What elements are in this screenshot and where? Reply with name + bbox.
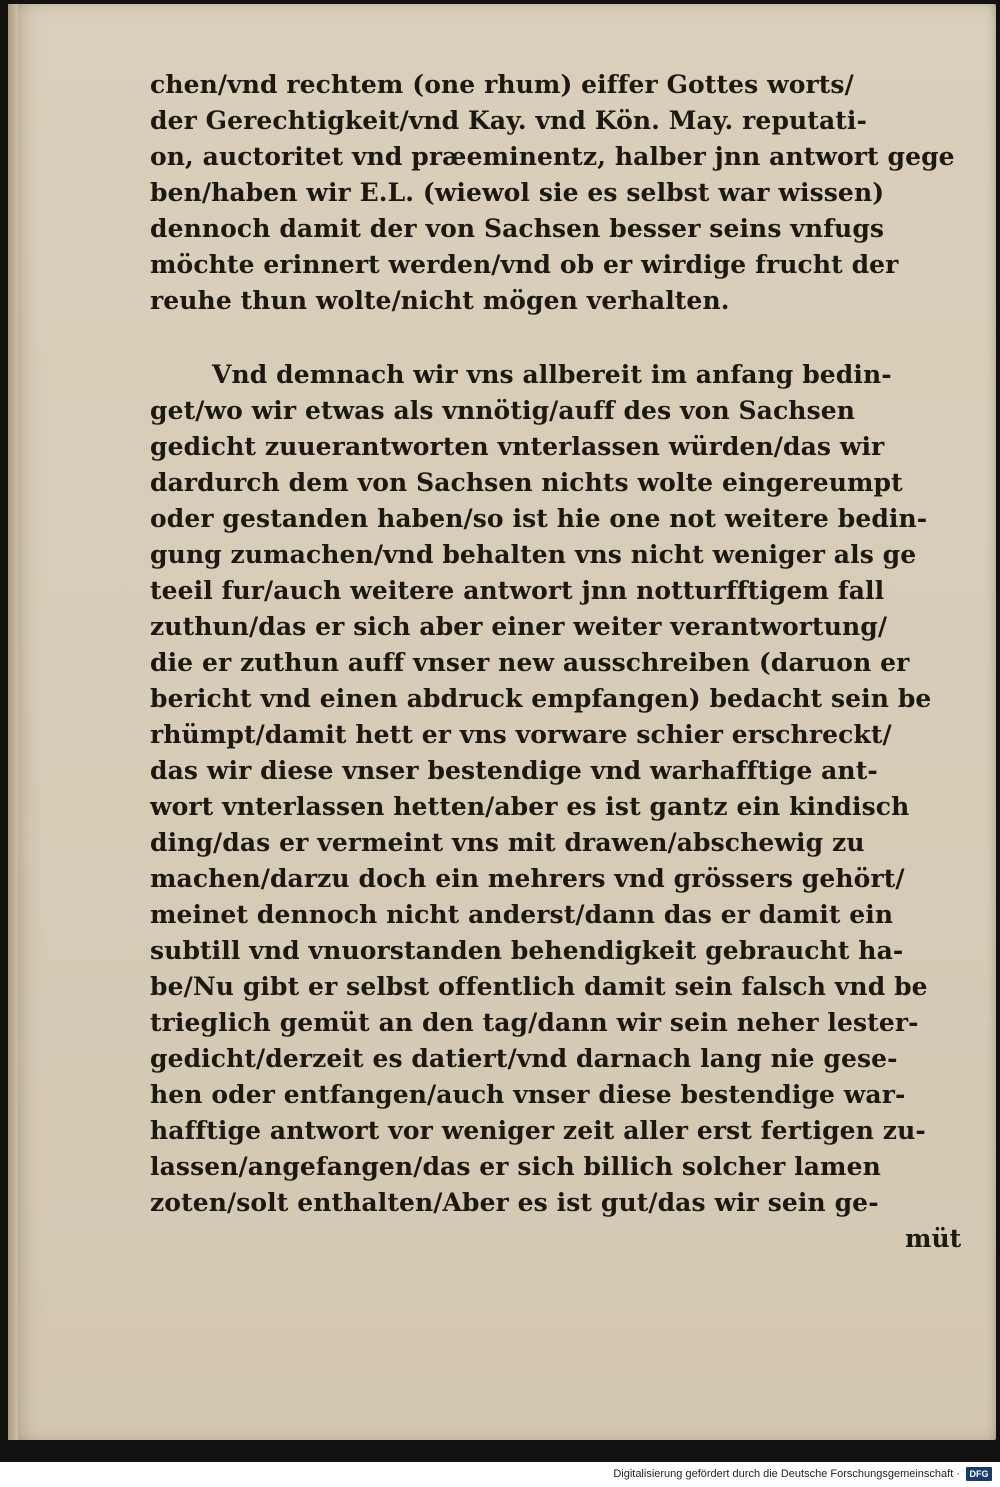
text-line-9: get/wo wir etwas als vnnötig/auff des von Sachsen xyxy=(150,396,856,425)
text-line-13: gung zumachen/vnd behalten vns nicht weniger als ge xyxy=(150,540,917,569)
catchword: müt xyxy=(905,1224,962,1253)
footer-bar xyxy=(0,1462,1000,1487)
text-line-12: oder gestanden haben/so ist hie one not weitere bedin- xyxy=(150,504,928,533)
text-line-2: der Gerechtigkeit/vnd Kay. vnd Kön. May. reputati- xyxy=(150,106,867,135)
text-line-1: chen/vnd rechtem (one rhum) eiffer Gottes worts/ xyxy=(150,70,854,99)
page-gutter xyxy=(8,4,18,1440)
text-line-29: hafftige antwort vor weniger zeit aller erst fertigen zu- xyxy=(150,1116,926,1145)
text-line-25: be/Nu gibt er selbst offentlich damit sein falsch vnd be xyxy=(150,972,928,1001)
text-line-6: möchte erinnert werden/vnd ob er wirdige frucht der xyxy=(150,250,899,279)
text-line-18: rhümpt/damit hett er vns vorware schier erschreckt/ xyxy=(150,720,892,749)
text-line-14: teeil fur/auch weitere antwort jnn notturfftigem fall xyxy=(150,576,885,605)
text-line-28: hen oder entfangen/auch vnser diese bestendige war- xyxy=(150,1080,906,1109)
text-line-26: trieglich gemüt an den tag/dann wir sein neher lester- xyxy=(150,1008,919,1037)
text-line-31: zoten/solt enthalten/Aber es ist gut/das wir sein ge- xyxy=(150,1188,879,1217)
text-line-21: ding/das er vermeint vns mit drawen/abschewig zu xyxy=(150,828,865,857)
text-line-24: subtill vnd vnuorstanden behendigkeit gebraucht ha- xyxy=(150,936,904,965)
text-line-16: die er zuthun auff vnser new ausschreiben (daruon er xyxy=(150,648,910,677)
text-line-19: das wir diese vnser bestendige vnd warhafftige ant- xyxy=(150,756,878,785)
text-line-20: wort vnterlassen hetten/aber es ist gantz ein kindisch xyxy=(150,792,910,821)
text-line-3: on, auctoritet vnd præeminentz, halber jnn antwort gege xyxy=(150,142,955,171)
text-line-17: bericht vnd einen abdruck empfangen) bedacht sein be xyxy=(150,684,932,713)
paragraph-start-line: Vnd demnach wir vns allbereit im anfang bedin- xyxy=(212,360,892,389)
text-line-27: gedicht/derzeit es datiert/vnd darnach lang nie gese- xyxy=(150,1044,898,1073)
text-line-4: ben/haben wir E.L. (wiewol sie es selbst war wissen) xyxy=(150,178,885,207)
text-line-30: lassen/angefangen/das er sich billich solcher lamen xyxy=(150,1152,881,1181)
text-line-11: dardurch dem von Sachsen nichts wolte eingereumpt xyxy=(150,468,903,497)
text-line-7: reuhe thun wolte/nicht mögen verhalten. xyxy=(150,286,730,315)
text-line-10: gedicht zuuerantworten vnterlassen würden/das wir xyxy=(150,432,885,461)
text-line-22: machen/darzu doch ein mehrers vnd grössers gehört/ xyxy=(150,864,905,893)
text-line-23: meinet dennoch nicht anderst/dann das er damit ein xyxy=(150,900,894,929)
text-line-5: dennoch damit der von Sachsen besser seins vnfugs xyxy=(150,214,885,243)
funding-credit: Digitalisierung gefördert durch die Deutsche Forschungsgemeinschaft · xyxy=(613,1468,960,1480)
dfg-logo-icon: DFG xyxy=(966,1467,992,1481)
text-line-15: zuthun/das er sich aber einer weiter verantwortung/ xyxy=(150,612,888,641)
